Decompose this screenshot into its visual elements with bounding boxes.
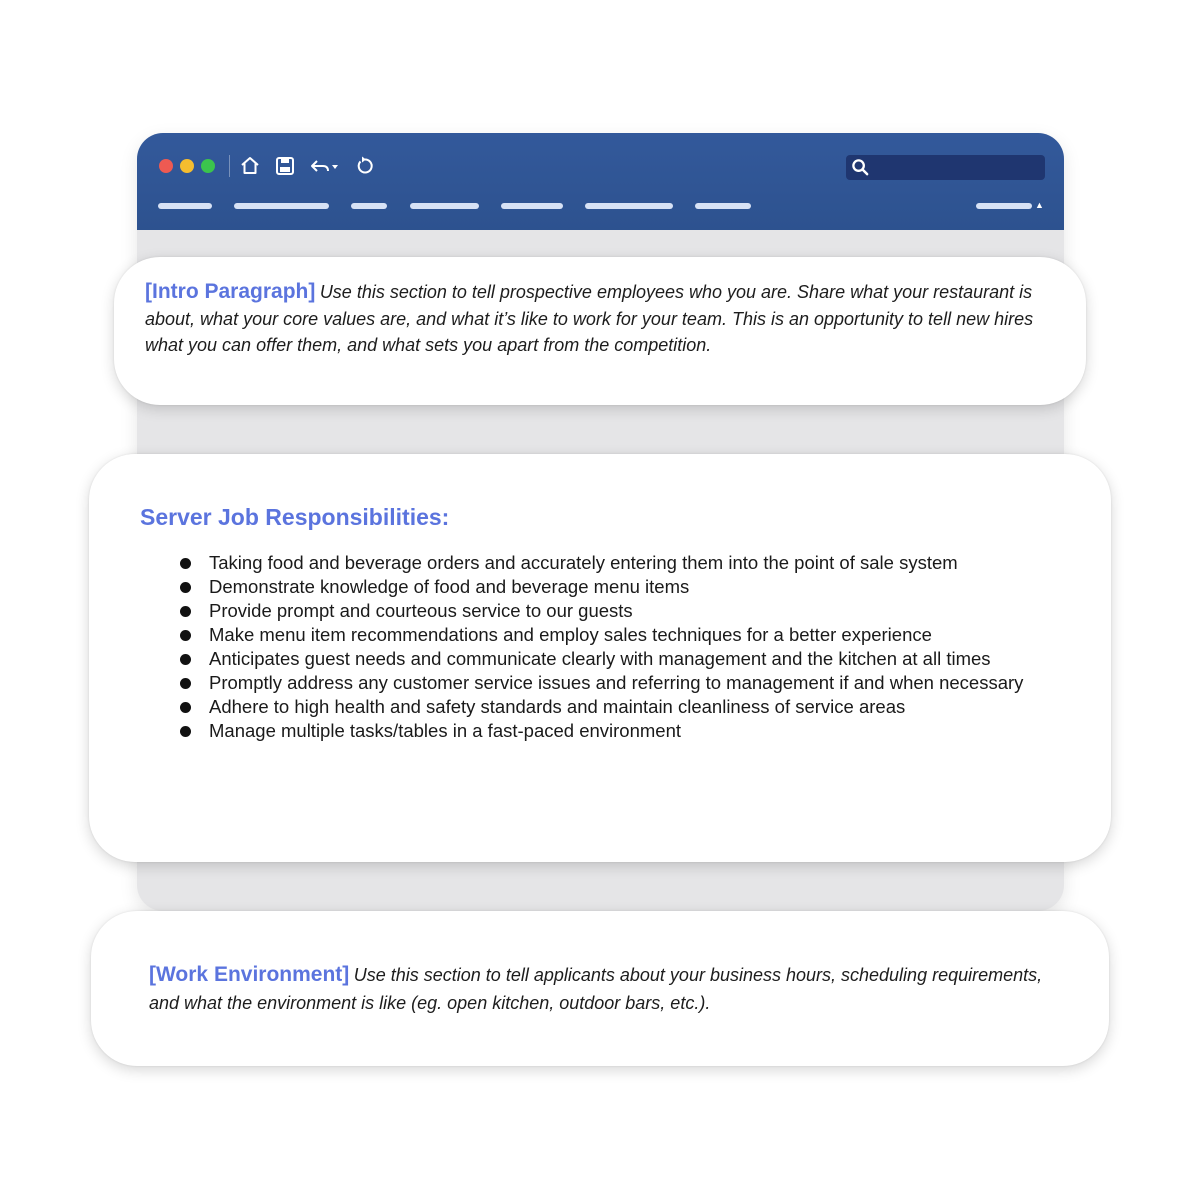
- bullet-icon: [180, 678, 191, 689]
- window-toolbar: [137, 133, 1064, 230]
- undo-icon[interactable]: [309, 154, 343, 178]
- menu-item-1[interactable]: [158, 203, 212, 209]
- minimize-window-button[interactable]: [180, 159, 194, 173]
- menu-item-3[interactable]: [351, 203, 387, 209]
- bullet-icon: [180, 558, 191, 569]
- toolbar-divider: [229, 155, 230, 177]
- responsibilities-list: [180, 551, 1060, 743]
- list-item-text: Manage multiple tasks/tables in a fast-paced environment: [209, 720, 682, 741]
- work-environment-tag: [Work Environment]: [149, 963, 350, 986]
- home-icon[interactable]: [238, 154, 262, 178]
- save-icon[interactable]: [273, 154, 297, 178]
- work-environment-paragraph: [149, 961, 1069, 1018]
- search-icon: [851, 158, 870, 177]
- responsibilities-title: Server Job Responsibilities:: [140, 504, 450, 530]
- list-item: [180, 623, 1060, 647]
- list-item: [180, 719, 1060, 743]
- work-environment-card: [91, 911, 1109, 1066]
- refresh-icon[interactable]: [353, 154, 377, 178]
- bullet-icon: [180, 606, 191, 617]
- list-item-text: Promptly address any customer service issues and referring to management if and when necessary: [209, 672, 1024, 693]
- work-environment-text: Use this section to tell applicants about your business hours, scheduling requirements, and what the environment is like (eg. open kitchen, outdoor bars, etc.).: [149, 965, 1043, 1013]
- bullet-icon: [180, 582, 191, 593]
- bullet-icon: [180, 630, 191, 641]
- list-item: [180, 575, 1060, 599]
- menu-item-2[interactable]: [234, 203, 329, 209]
- intro-paragraph: [145, 280, 1045, 360]
- list-item-text: Taking food and beverage orders and accurately entering them into the point of sale system: [209, 552, 958, 573]
- menu-item-5[interactable]: [501, 203, 563, 209]
- list-item-text: Provide prompt and courteous service to our guests: [209, 600, 633, 621]
- intro-text: Use this section to tell prospective employees who you are. Share what your restaurant is about, what your core values are, and what it’s like to work for your team. This is an opportunity to tell new hires what you can offer them, and what sets you apart from the competition.: [145, 282, 1034, 355]
- list-item: [180, 599, 1060, 623]
- list-item-text: Adhere to high health and safety standards and maintain cleanliness of service areas: [209, 696, 906, 717]
- bullet-icon: [180, 726, 191, 737]
- list-item-text: Demonstrate knowledge of food and beverage menu items: [209, 576, 690, 597]
- zoom-window-button[interactable]: [201, 159, 215, 173]
- list-item-text: Anticipates guest needs and communicate clearly with management and the kitchen at all times: [209, 648, 991, 669]
- close-window-button[interactable]: [159, 159, 173, 173]
- menu-item-7[interactable]: [695, 203, 751, 209]
- collapse-ribbon-icon[interactable]: ▲: [1035, 200, 1044, 210]
- list-item-text: Make menu item recommendations and employ sales techniques for a better experience: [209, 624, 932, 645]
- list-item: [180, 647, 1060, 671]
- bullet-icon: [180, 654, 191, 665]
- list-item: [180, 671, 1060, 695]
- intro-paragraph-card: [114, 257, 1086, 405]
- search-input[interactable]: [846, 155, 1045, 180]
- menu-item-4[interactable]: [410, 203, 479, 209]
- list-item: [180, 551, 1060, 575]
- intro-tag: [Intro Paragraph]: [145, 280, 316, 303]
- responsibilities-card: [89, 454, 1111, 862]
- ribbon-toggle[interactable]: [976, 203, 1032, 209]
- bullet-icon: [180, 702, 191, 713]
- menu-item-6[interactable]: [585, 203, 673, 209]
- list-item: [180, 695, 1060, 719]
